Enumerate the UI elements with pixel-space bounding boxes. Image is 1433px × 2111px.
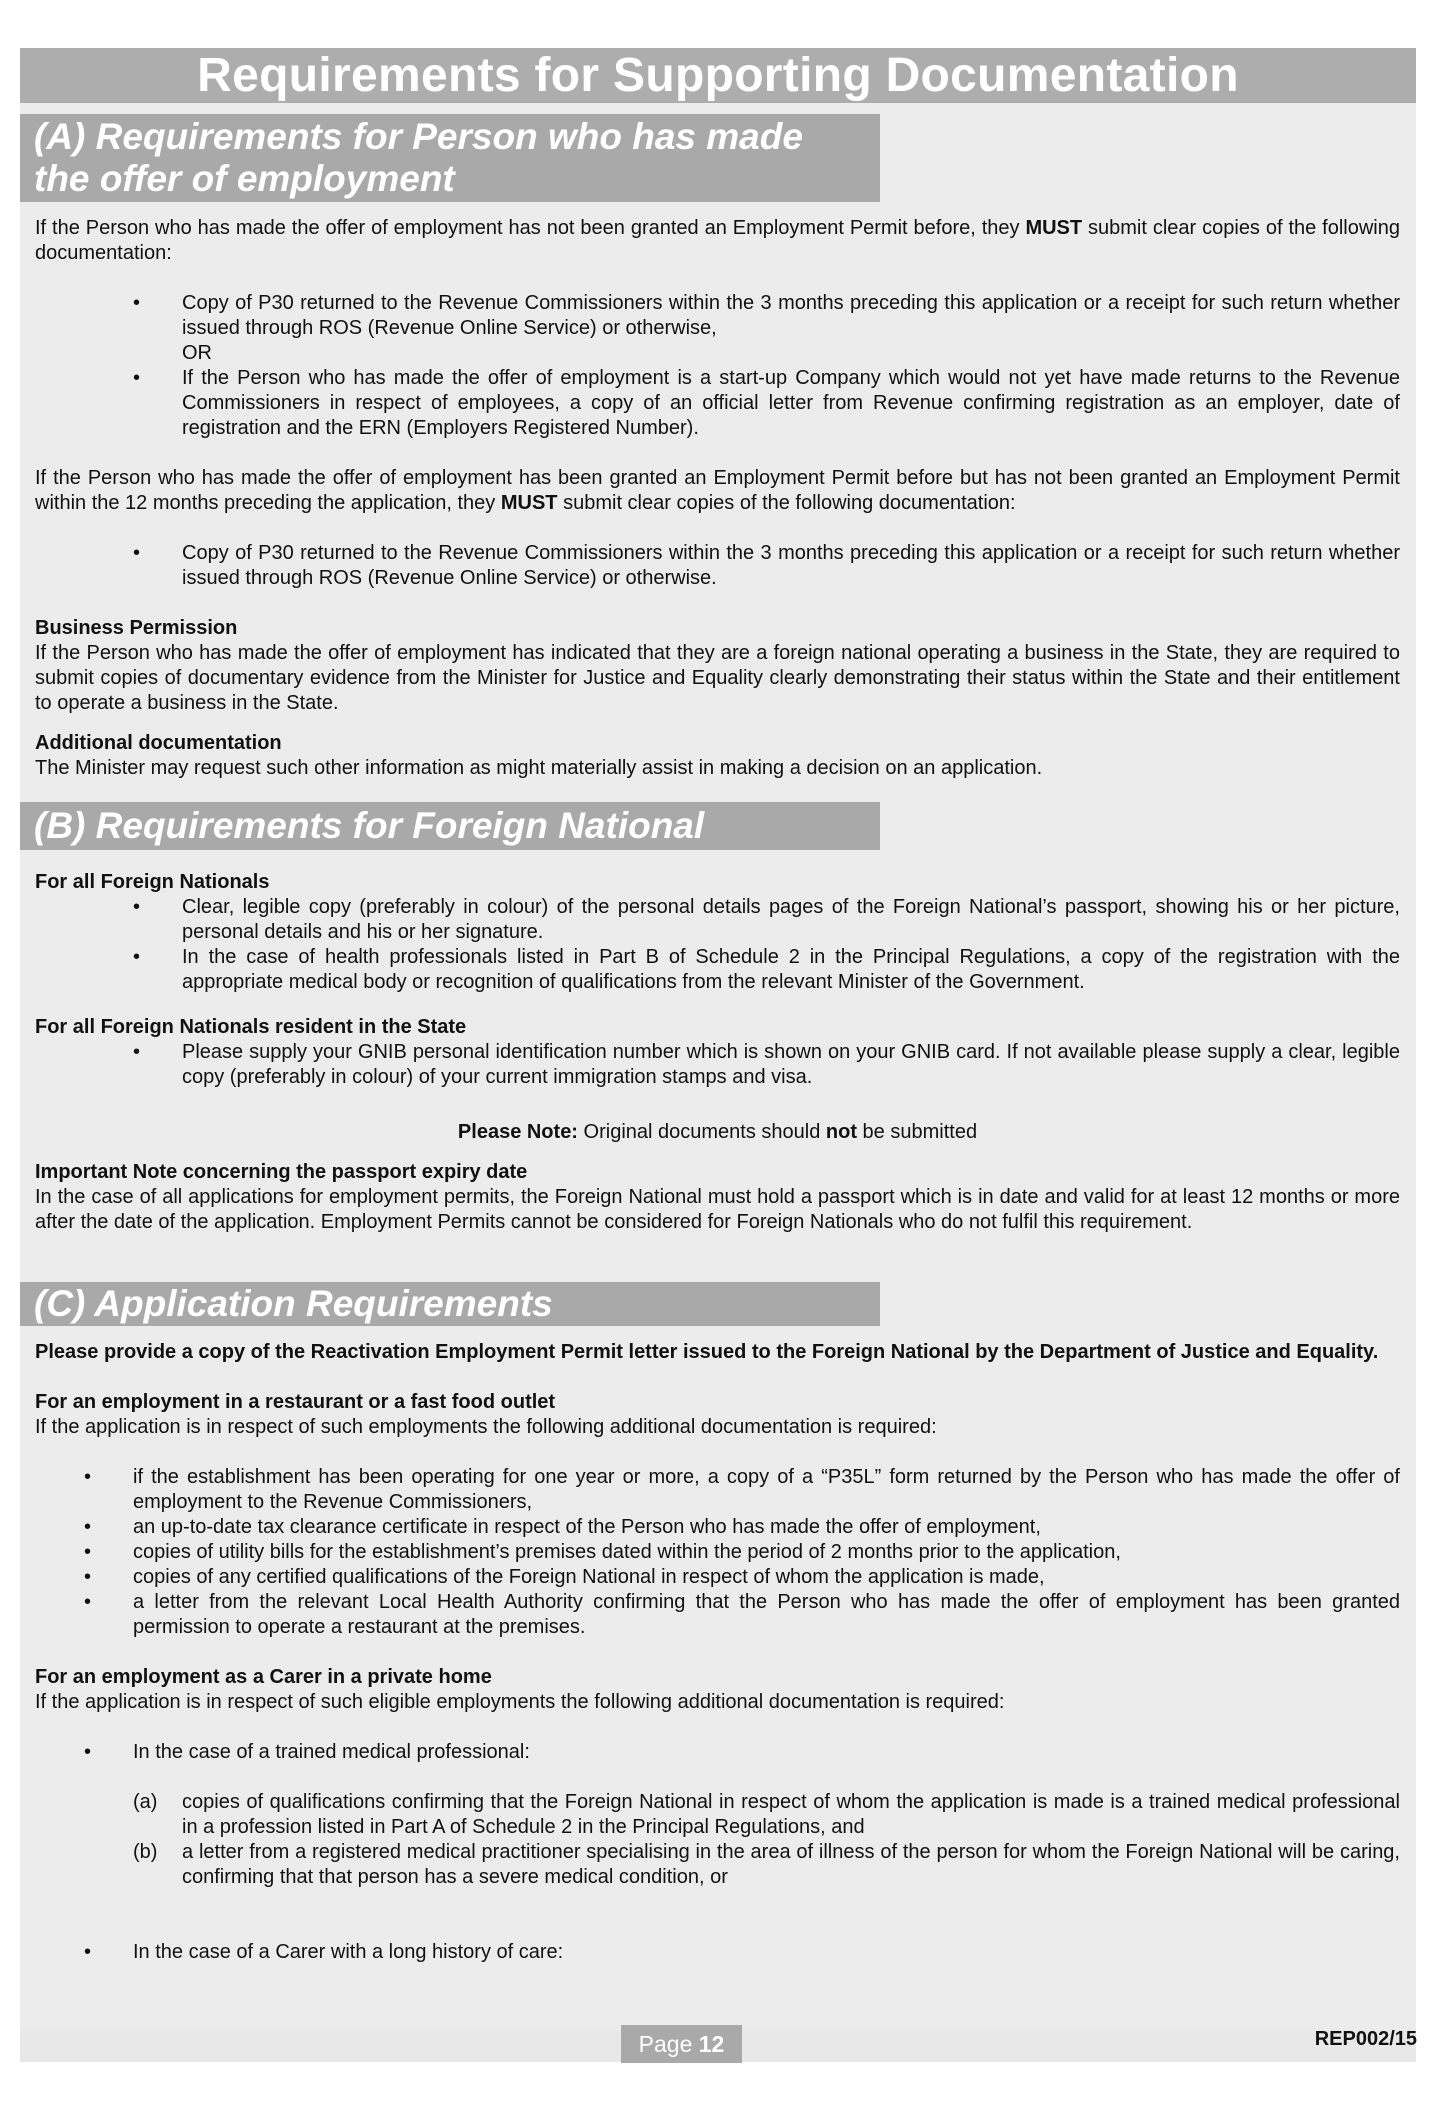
or-separator: OR xyxy=(182,342,212,364)
list-item: • Please supply your GNIB personal identification number which is shown on your GNIB card. If not available please supply a clear, legible copy (preferably in colour) of your current immigration stamps and visa. xyxy=(133,1041,1400,1088)
section-a-intro1: If the Person who has made the offer of employment has not been granted an Employment Permit before, they MUST submit clear copies of the following documentation: xyxy=(35,217,1401,264)
resident-list xyxy=(35,1040,1400,1090)
carer-sub-list xyxy=(35,1790,1400,1890)
bullet-icon: • xyxy=(84,1466,92,1488)
business-permission-text: If the Person who has made the offer of employment has indicated that they are a foreign national operating a business in the State, they are required to submit copies of documentary evidence from the Minister for Justice and Equality clearly demonstrating their status within the State and their entitlement to operate a business in the State. xyxy=(35,642,1400,714)
bullet-icon: • xyxy=(84,1591,92,1613)
business-permission-heading: Business Permission xyxy=(35,617,238,639)
resident-heading: For all Foreign Nationals resident in the State xyxy=(35,1016,467,1038)
list-item: • Copy of P30 returned to the Revenue Commissioners within the 3 months preceding this application or a receipt for such return whether issued through ROS (Revenue Online Service) or otherwise. xyxy=(133,542,1400,589)
list-item: • copies of any certified qualifications of the Foreign National in respect of whom the application is made, xyxy=(84,1566,1045,1588)
bullet-icon: • xyxy=(84,1566,92,1588)
all-foreign-nationals-list xyxy=(35,895,1400,995)
section-a-list2 xyxy=(35,366,1400,441)
section-b-heading: (B) Requirements for Foreign National xyxy=(20,802,880,850)
section-a-content xyxy=(35,216,1400,781)
section-c-heading: (C) Application Requirements xyxy=(20,1282,880,1326)
list-item: (b) a letter from a registered medical practitioner specialising in the area of illness of the person for whom the Foreign National will be caring, confirming that that person has a severe medical condition, or xyxy=(133,1841,1400,1888)
list-item: (a) copies of qualifications confirming that the Foreign National in respect of whom the application is made is a trained medical professional in a profession listed in Part A of Schedule 2 in the Principal Regulations, and xyxy=(133,1791,1400,1838)
section-a-list1 xyxy=(35,291,1400,341)
list-item: • In the case of a Carer with a long history of care: xyxy=(84,1941,564,1963)
bullet-icon: • xyxy=(133,292,141,314)
bullet-icon: • xyxy=(84,1941,92,1963)
bullet-icon: • xyxy=(133,367,141,389)
page-number: 12 xyxy=(698,2031,725,2057)
carer-text: If the application is in respect of such eligible employments the following additional documentation is required: xyxy=(35,1691,1005,1713)
restaurant-list xyxy=(35,1465,1400,1640)
section-c-intro: Please provide a copy of the Reactivation Employment Permit letter issued to the Foreign National by the Department of Justice and Equality. xyxy=(35,1341,1379,1363)
section-a-heading-line2: the offer of employment xyxy=(34,158,455,199)
carer-heading: For an employment as a Carer in a private home xyxy=(35,1666,492,1688)
section-a-heading-line1: (A) Requirements for Person who has made xyxy=(34,116,803,157)
all-foreign-nationals-heading: For all Foreign Nationals xyxy=(35,871,270,893)
bullet-icon: • xyxy=(133,1041,141,1063)
list-item: • if the establishment has been operating for one year or more, a copy of a “P35L” form returned by the Person who has made the offer of employment to the Revenue Commissioners, xyxy=(84,1466,1400,1513)
list-item: • a letter from the relevant Local Health Authority confirming that the Person who has made the offer of employment has been granted permission to operate a restaurant at the premises. xyxy=(84,1591,1400,1638)
bullet-icon: • xyxy=(84,1741,92,1763)
list-item: • an up-to-date tax clearance certificate in respect of the Person who has made the offer of employment, xyxy=(84,1516,1041,1538)
section-b-content xyxy=(35,870,1400,1235)
bullet-icon: • xyxy=(84,1516,92,1538)
carer-list-2 xyxy=(35,1940,1400,1965)
additional-documentation-heading: Additional documentation xyxy=(35,732,282,754)
page-title: Requirements for Supporting Documentation xyxy=(20,48,1416,103)
sub-item-label: (a) xyxy=(133,1791,158,1813)
list-item: • Clear, legible copy (preferably in colour) of the personal details pages of the Foreign National’s passport, showing his or her picture, personal details and his or her signature. xyxy=(133,896,1400,943)
list-item: • copies of utility bills for the establishment’s premises dated within the period of 2 months prior to the application, xyxy=(84,1541,1121,1563)
please-note: Please Note: Original documents should not be submitted xyxy=(457,1121,978,1143)
sub-item-label: (b) xyxy=(133,1841,158,1863)
carer-list xyxy=(35,1740,1400,1765)
section-a-heading xyxy=(20,114,880,202)
list-item: • Copy of P30 returned to the Revenue Commissioners within the 3 months preceding this application or a receipt for such return whether issued through ROS (Revenue Online Service) or otherwise, xyxy=(133,292,1400,339)
list-item: • If the Person who has made the offer of employment is a start-up Company which would not yet have made returns to the Revenue Commissioners in respect of employees, a copy of an official letter from Revenue confirming registration as an employer, date of registration and the ERN (Employers Registered Number). xyxy=(133,367,1400,439)
page-number-box: Page 12 xyxy=(621,2025,742,2063)
bullet-icon: • xyxy=(84,1541,92,1563)
document-reference: REP002/15 xyxy=(1314,2028,1417,2050)
restaurant-text: If the application is in respect of such employments the following additional documentation is required: xyxy=(35,1416,937,1438)
bullet-icon: • xyxy=(133,896,141,918)
section-c-content xyxy=(35,1340,1400,1965)
section-a-intro2: If the Person who has made the offer of employment has been granted an Employment Permit before but has not been granted an Employment Permit within the 12 months preceding the application, they MUST submit clear copies of the following documentation: xyxy=(35,467,1400,514)
bullet-icon: • xyxy=(133,542,141,564)
passport-expiry-heading: Important Note concerning the passport expiry date xyxy=(35,1161,528,1183)
passport-expiry-text: In the case of all applications for employment permits, the Foreign National must hold a passport which is in date and valid for at least 12 months or more after the date of the application. Employment Permits cannot be considered for Foreign Nationals who do not fulfil this requirement. xyxy=(35,1186,1400,1233)
section-a-list3 xyxy=(35,541,1400,591)
restaurant-heading: For an employment in a restaurant or a fast food outlet xyxy=(35,1391,556,1413)
additional-documentation-text: The Minister may request such other information as might materially assist in making a decision on an application. xyxy=(35,757,1043,779)
bullet-icon: • xyxy=(133,946,141,968)
list-item: • In the case of health professionals listed in Part B of Schedule 2 in the Principal Regulations, a copy of the registration with the appropriate medical body or recognition of qualifications from the relevant Minister of the Government. xyxy=(133,946,1400,993)
list-item: • In the case of a trained medical professional: xyxy=(84,1741,530,1763)
